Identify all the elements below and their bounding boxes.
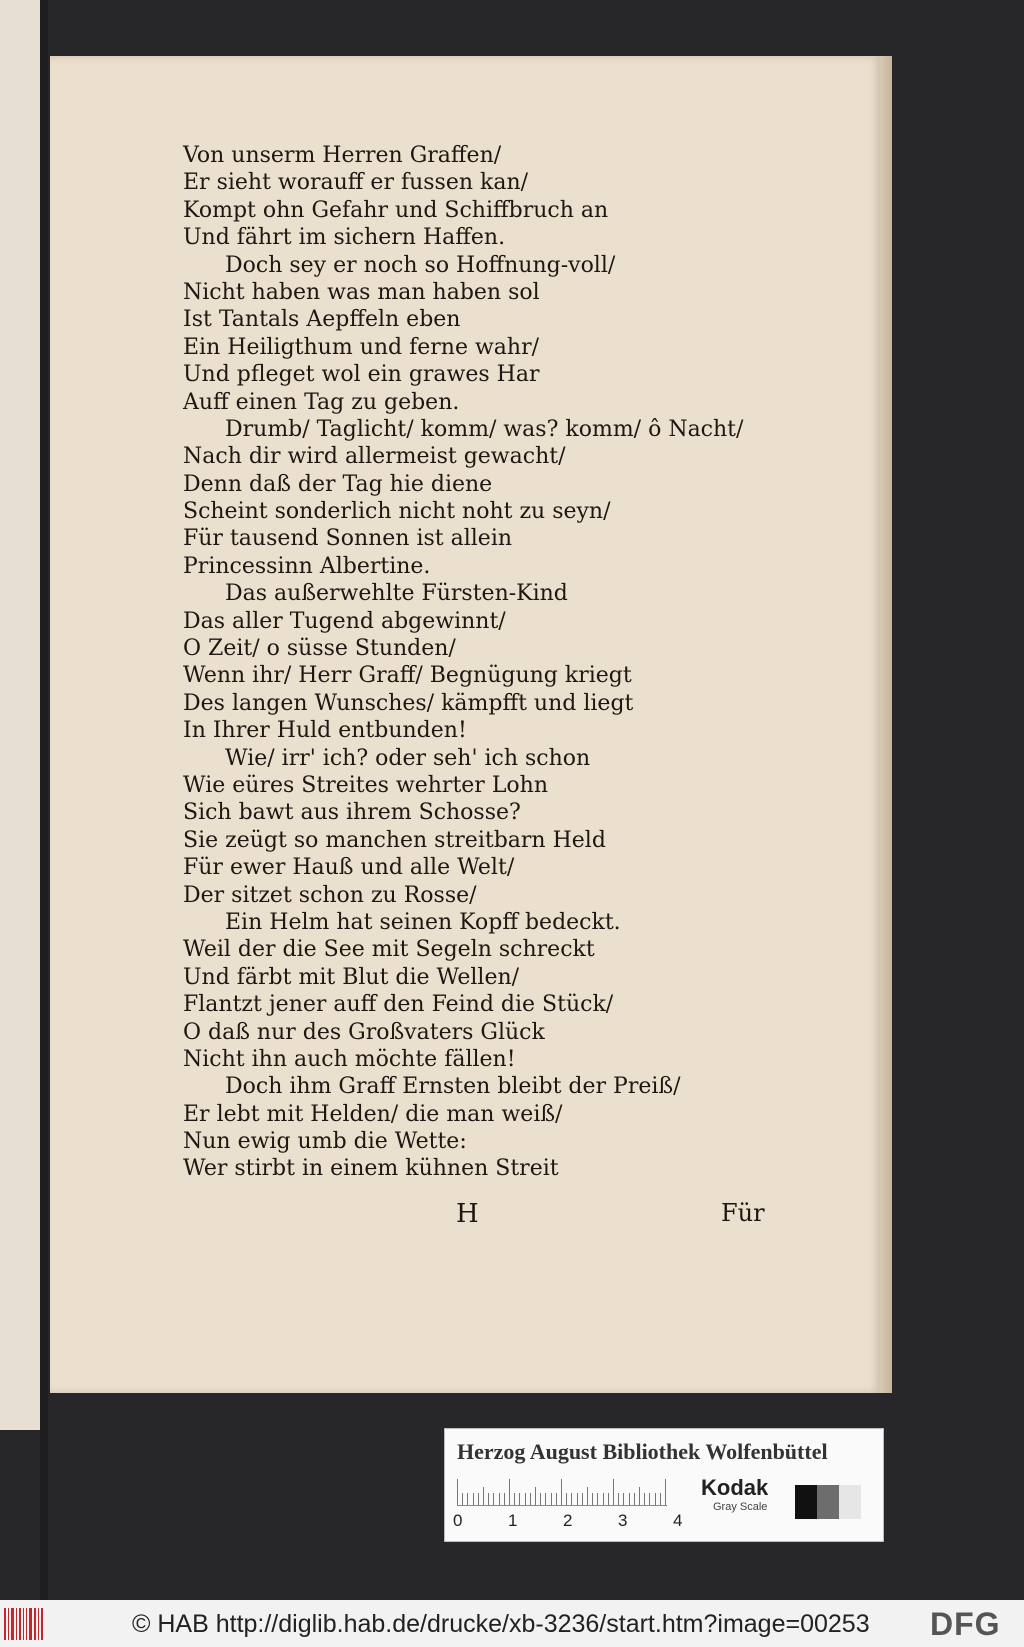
verse-line: Ein Helm hat seinen Kopff bedeckt. (225, 909, 621, 935)
verse-line: Und färbt mit Blut die Wellen/ (183, 964, 520, 990)
barcode-bar (41, 1608, 43, 1640)
verse-line: Er lebt mit Helden/ die man weiß/ (183, 1101, 563, 1127)
ruler-tick (551, 1493, 552, 1505)
ruler-number: 0 (453, 1511, 463, 1530)
verse-line: Der sitzet schon zu Rosse/ (183, 882, 477, 908)
ruler-tick (634, 1493, 635, 1505)
ruler-tick (644, 1493, 645, 1505)
ruler-tick (473, 1493, 474, 1505)
ruler-tick (535, 1487, 536, 1505)
barcode-icon (4, 1608, 48, 1640)
ruler-tick (629, 1493, 630, 1505)
facing-page-edge (0, 0, 40, 1430)
ruler-tick (488, 1493, 489, 1505)
verse-line: Nicht ihn auch möchte fällen! (183, 1046, 516, 1072)
source-link[interactable]: © HAB http://diglib.hab.de/drucke/xb-3236/start.htm?image=00253 (132, 1610, 870, 1638)
barcode-bar (38, 1608, 39, 1640)
barcode-bar (16, 1608, 17, 1640)
verse-line: Das außerwehlte Fürsten-Kind (225, 581, 568, 607)
barcode-bar (23, 1608, 24, 1640)
ruler-tick (504, 1493, 505, 1505)
verse-line: Kompt ohn Gefahr und Schiffbruch an (183, 197, 609, 223)
verse-line: Wie/ irr' ich? oder seh' ich schon (225, 745, 591, 771)
gray-swatch-dark (795, 1485, 817, 1519)
ruler-numbers (453, 1511, 683, 1531)
ruler-tick (462, 1493, 463, 1505)
viewer-footer (0, 1600, 1024, 1647)
verse-line: Das aller Tugend abgewinnt/ (183, 608, 506, 634)
ruler-tick (608, 1493, 609, 1505)
poem-text (183, 142, 803, 1183)
ruler-tick (509, 1479, 510, 1505)
gray-swatch-light (839, 1485, 861, 1519)
verse-line: Wer stirbt in einem kühnen Streit (183, 1156, 559, 1182)
gray-swatch-mid (817, 1485, 839, 1519)
ruler-tick (618, 1493, 619, 1505)
ruler-tick (561, 1479, 562, 1505)
ruler-tick (639, 1487, 640, 1505)
ruler-tick (530, 1493, 531, 1505)
ruler-tick (587, 1487, 588, 1505)
ruler-tick (493, 1493, 494, 1505)
verse-line: Doch sey er noch so Hoffnung-voll/ (225, 252, 616, 278)
verse-line: Und fährt im sichern Haffen. (183, 225, 506, 251)
barcode-bar (29, 1608, 32, 1640)
ruler-tick (478, 1493, 479, 1505)
signature-mark: H (456, 1199, 479, 1229)
verse-line: Drumb/ Taglicht/ komm/ was? komm/ ô Nacht/ (225, 416, 744, 442)
verse-line: Und pfleget wol ein grawes Har (183, 362, 540, 388)
ruler-tick (665, 1479, 666, 1505)
verse-line: Denn daß der Tag hie diene (183, 471, 493, 497)
ruler-tick (571, 1493, 572, 1505)
book-gutter (40, 0, 48, 1600)
barcode-bar (8, 1608, 9, 1640)
verse-line: O daß nur des Großvaters Glück (183, 1019, 545, 1045)
barcode-bar (4, 1608, 6, 1640)
ruler-tick (613, 1479, 614, 1505)
barcode-bar (26, 1608, 27, 1640)
ruler-tick (566, 1493, 567, 1505)
ruler-tick (519, 1493, 520, 1505)
verse-line: Doch ihm Graff Ernsten bleibt der Preiß/ (225, 1074, 681, 1100)
barcode-bar (11, 1608, 14, 1640)
scale-ruler (457, 1477, 667, 1506)
verse-line: In Ihrer Huld entbunden! (183, 718, 467, 744)
verse-line: Nach dir wird allermeist gewacht/ (183, 444, 566, 470)
ruler-tick (545, 1493, 546, 1505)
verse-line: O Zeit/ o süsse Stunden/ (183, 636, 456, 662)
verse-line: Er sieht worauff er fussen kan/ (183, 170, 529, 196)
verse-line: Sich bawt aus ihrem Schosse? (183, 800, 521, 826)
color-calibration-card (444, 1428, 884, 1542)
library-name: Herzog August Bibliothek Wolfenbüttel (457, 1439, 828, 1464)
ruler-tick (499, 1493, 500, 1505)
ruler-tick (603, 1493, 604, 1505)
verse-line: Wenn ihr/ Herr Graff/ Begnügung kriegt (183, 663, 632, 689)
barcode-bar (19, 1608, 21, 1640)
page-edge (880, 56, 892, 1393)
ruler-tick (457, 1479, 458, 1505)
ruler-number: 2 (563, 1511, 573, 1530)
ruler-tick (597, 1493, 598, 1505)
ruler-tick (655, 1493, 656, 1505)
verse-line: Nicht haben was man haben sol (183, 279, 540, 305)
ruler-tick (514, 1493, 515, 1505)
verse-line: Scheint sonderlich nicht noht zu seyn/ (183, 499, 611, 525)
barcode-bar (34, 1608, 36, 1640)
ruler-number: 1 (508, 1511, 518, 1530)
dfg-logo: DFG (930, 1606, 1001, 1642)
ruler-tick (649, 1493, 650, 1505)
ruler-tick (577, 1493, 578, 1505)
catchword: Für (721, 1199, 765, 1227)
verse-line: Auff einen Tag zu geben. (183, 389, 460, 415)
verse-line: Princessinn Albertine. (183, 553, 431, 579)
ruler-tick (582, 1493, 583, 1505)
ruler-tick (525, 1493, 526, 1505)
ruler-tick (556, 1493, 557, 1505)
verse-line: Für tausend Sonnen ist allein (183, 526, 513, 552)
ruler-tick (660, 1493, 661, 1505)
kodak-brand: Kodak (701, 1475, 769, 1500)
ruler-tick (467, 1493, 468, 1505)
verse-line: Ein Heiligthum und ferne wahr/ (183, 334, 540, 360)
gray-scale-label: Gray Scale (713, 1501, 768, 1513)
ruler-tick (540, 1493, 541, 1505)
verse-line: Nun ewig umb die Wette: (183, 1129, 467, 1155)
ruler-tick (483, 1487, 484, 1505)
verse-line: Von unserm Herren Graffen/ (183, 143, 502, 168)
verse-line: Sie zeügt so manchen streitbarn Held (183, 827, 606, 853)
verse-line: Ist Tantals Aepffeln eben (183, 307, 461, 333)
verse-line: Weil der die See mit Segeln schreckt (183, 937, 595, 963)
verse-line: Flantzt jener auff den Feind die Stück/ (183, 992, 614, 1018)
ruler-number: 3 (618, 1511, 628, 1530)
verse-line: Wie eüres Streites wehrter Lohn (183, 772, 549, 798)
verse-line: Des langen Wunsches/ kämpfft und liegt (183, 690, 634, 716)
verse-line: Für ewer Hauß und alle Welt/ (183, 855, 515, 881)
ruler-number: 4 (673, 1511, 683, 1530)
ruler-tick (623, 1493, 624, 1505)
ruler-tick (592, 1493, 593, 1505)
